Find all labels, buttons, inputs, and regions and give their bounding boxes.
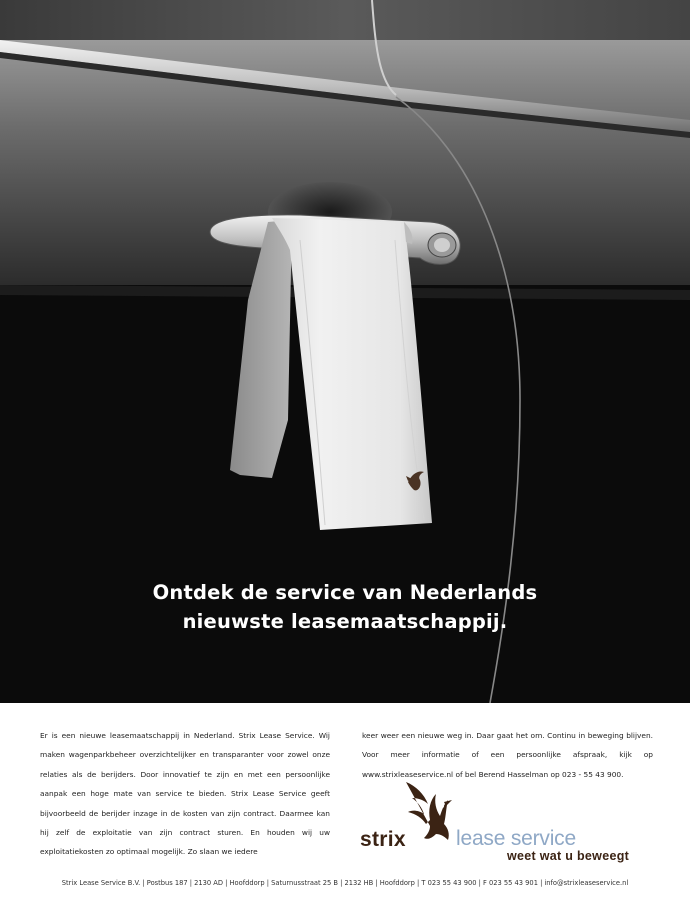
headline: [0, 578, 690, 636]
headline-line-2: nieuwste leasemaatschappij.: [182, 610, 508, 633]
headline-line-1: Ontdek de service van Nederlands: [152, 581, 538, 604]
logo-word-strix: strix: [360, 828, 406, 851]
strix-logo: [360, 780, 660, 870]
body-column-right: [362, 726, 653, 784]
logo-tagline: weet wat u beweegt: [507, 849, 630, 863]
body-text-left: Er is een nieuwe leasemaatschappij in Nederland. Strix Lease Service. Wij maken wagenparkbeheer overzichtelijker en transparanter voor zowel onze relaties als de berijders. Door innovatief te zijn en met een persoonlijke aanpak een hoge mate van service te bieden. Strix Lease Service geeft bijvoorbeeld de berijder inzage in de kosten van zijn contract. Daarmee kan hij zelf de exploitatie van zijn contract sturen. En houden wij uw exploitatiekosten zo optimaal mogelijk. Zo slaan we iedere: [40, 731, 330, 857]
body-column-left: [40, 726, 330, 862]
footer-contact-line: Strix Lease Service B.V. | Postbus 187 | 2130 AD | Hoofddorp | Saturnusstraat 25 B | 2132 HB | Hoofddorp | T 023 55 43 900 | F 023 55 43 901 | info@strixleaseservice.nl: [61, 879, 629, 887]
body-text-right: keer weer een nieuwe weg in. Daar gaat het om. Continu in beweging blijven. Voor meer informatie of een persoonlijke afspraak, kijk op www.strixleaseservice.nl of bel Berend Hasselman op 023 - 55 43 900.: [362, 731, 653, 779]
logo-word-lease-service: lease service: [456, 827, 576, 850]
